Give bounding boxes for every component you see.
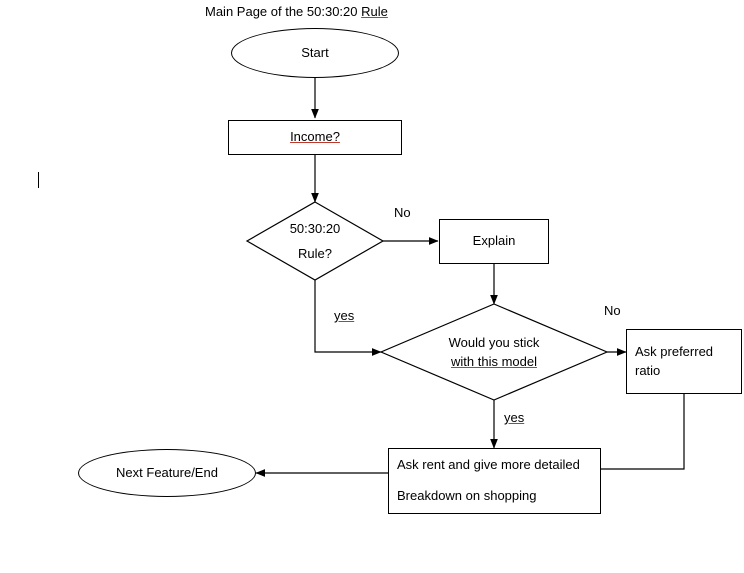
node-ask-preferred-ratio-line1: Ask preferred — [635, 343, 714, 359]
edge-label-rule-no: No — [394, 205, 411, 220]
page-title-prefix: Main Page of the 50:30:20 — [205, 4, 362, 19]
node-ask-preferred-ratio[interactable] — [626, 329, 742, 394]
edge-label-stick-no: No — [604, 303, 621, 318]
node-start-label: Start — [301, 44, 329, 60]
edge-label-stick-yes: yes — [504, 410, 525, 425]
node-stick-decision-line2: with this model — [451, 354, 537, 369]
node-stick-decision[interactable] — [381, 304, 607, 400]
node-ask-rent-line1: Ask rent and give more detailed — [397, 457, 580, 473]
node-stick-decision-line1: Would you stick — [448, 334, 540, 350]
node-explain-label: Explain — [472, 233, 516, 249]
node-income-label: Income? — [290, 129, 340, 145]
node-end[interactable] — [78, 449, 256, 497]
node-explain[interactable] — [439, 219, 549, 264]
node-rule-decision[interactable] — [247, 202, 383, 280]
node-rule-decision-line2: Rule? — [298, 246, 332, 261]
node-rule-decision-line1: 50:30:20 — [289, 220, 341, 236]
page-title-keyword: Rule — [361, 4, 388, 19]
node-end-label: Next Feature/End — [116, 464, 218, 480]
edge-label-rule-yes: yes — [334, 308, 355, 323]
node-ask-rent-line2: Breakdown on shopping — [397, 488, 537, 503]
node-income[interactable] — [228, 120, 402, 155]
node-start[interactable] — [231, 28, 399, 78]
node-ask-rent[interactable] — [388, 448, 601, 514]
node-ask-preferred-ratio-line2: ratio — [635, 362, 661, 378]
